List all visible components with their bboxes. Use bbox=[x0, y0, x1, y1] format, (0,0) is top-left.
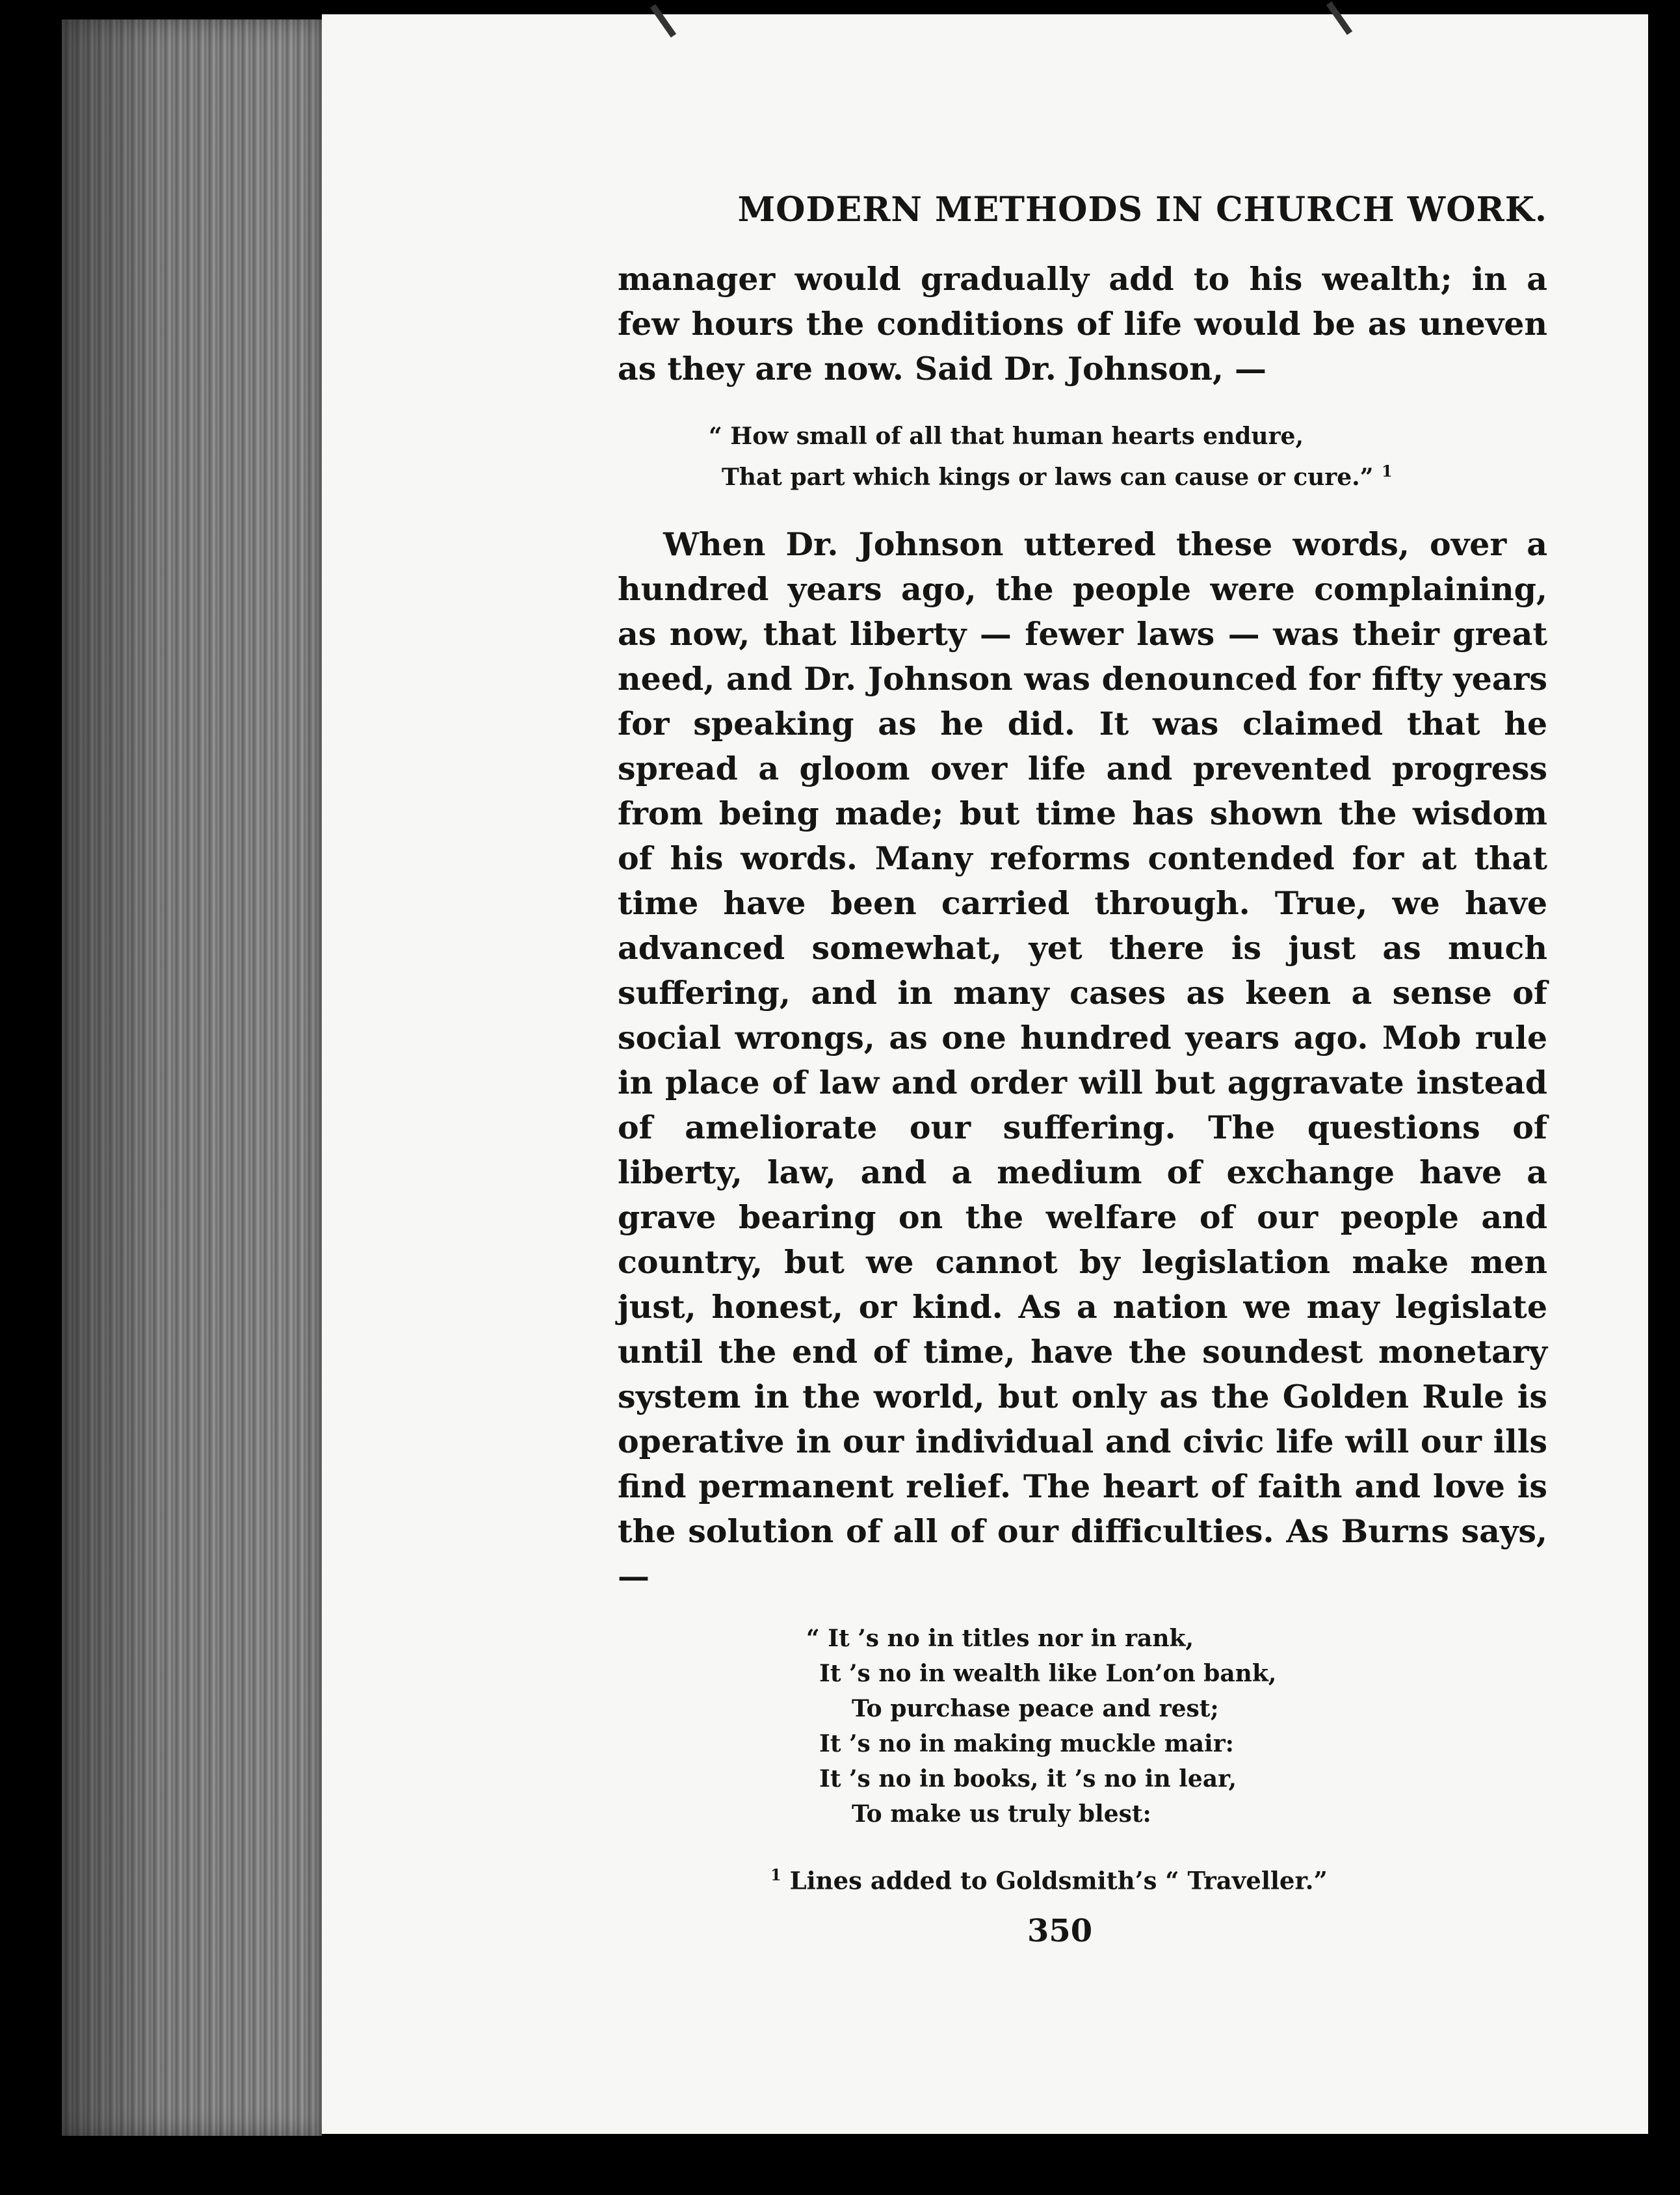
verse-line bbox=[709, 454, 1547, 495]
verse-line: To purchase peace and rest; bbox=[852, 1695, 1219, 1722]
page-text-block bbox=[618, 190, 1547, 1949]
burns-verse bbox=[806, 1621, 1547, 1832]
verse-line: To make us truly blest: bbox=[852, 1800, 1151, 1828]
page-number: 350 bbox=[1027, 1913, 1093, 1950]
paragraph-continuation: manager would gradually add to his wealth; in a few hours the conditions of life would be as uneven as they are now. Said Dr. Johnson, — bbox=[618, 260, 1547, 388]
verse-line: It ’s no in making muckle mair: bbox=[819, 1730, 1234, 1757]
verse-line: “ How small of all that human hearts endure, bbox=[709, 423, 1304, 450]
verse-line: “ It ’s no in titles nor in rank, bbox=[806, 1625, 1194, 1652]
book-edge-shadow bbox=[62, 20, 322, 2136]
footnote-text: Lines added to Goldsmith’s “ Traveller.” bbox=[789, 1866, 1328, 1895]
footnote bbox=[770, 1865, 1547, 1895]
verse-line: It ’s no in books, it ’s no in lear, bbox=[819, 1765, 1237, 1793]
scan-mark bbox=[650, 4, 676, 38]
footnote-reference: 1 bbox=[1381, 462, 1393, 480]
running-head: MODERN METHODS IN CHURCH WORK. bbox=[737, 190, 1547, 230]
footnote-marker: 1 bbox=[770, 1865, 781, 1884]
verse-line: It ’s no in wealth like Lon’on bank, bbox=[819, 1660, 1277, 1687]
johnson-verse bbox=[709, 419, 1547, 495]
book-page bbox=[322, 14, 1648, 2134]
scan-mark bbox=[1326, 1, 1352, 35]
verse-line-text: That part which kings or laws can cause or cure.” bbox=[722, 464, 1374, 491]
paragraph-main: When Dr. Johnson uttered these words, over a hundred years ago, the people were complaining, as now, that liberty — fewer laws — was their great need, and Dr. Johnson was denounced for fifty years for speaking as he did. It was claimed that he spread a gloom over life and prevented progress from being made; but time has shown the wisdom of his words. Many reforms contended for at that time have been carried through. True, we have advanced somewhat, yet there is just as much suffering, and in many cases as keen a sense of social wrongs, as one hundred years ago. Mob rule in place of law and order will but aggravate instead of ameliorate our suffering. The questions of liberty, law, and a medium of exchange have a grave bearing on the welfare of our people and country, but we cannot by legislation make men just, honest, or kind. As a nation we may legislate until the end of time, have the soundest monetary system in the world, but only as the Golden Rule is operative in our individual and civic life will our ills find permanent relief. The heart of faith and love is the solution of all of our difficulties. As Burns says, — bbox=[618, 525, 1547, 1595]
